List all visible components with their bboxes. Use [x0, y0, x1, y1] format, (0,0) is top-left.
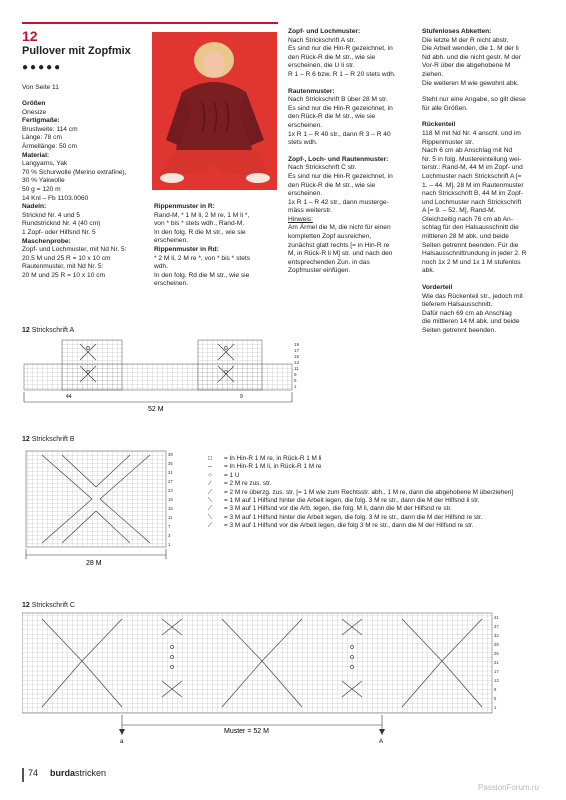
section-heading: Größen: [22, 100, 46, 107]
text-line: Gleichzeitig nach 76 cm ab An-: [422, 215, 513, 223]
from-page: Von Seite 11: [22, 84, 59, 91]
text-line: 20,5 M und 25 R = 10 x 10 cm: [22, 254, 111, 262]
text-line: R 1 – R 6 bzw. R 1 – R 20 stets wdh.: [288, 70, 396, 78]
text-line: wdh.: [154, 263, 168, 271]
svg-text:19: 19: [168, 497, 173, 502]
symbol-legend: [196, 455, 552, 531]
svg-text:5: 5: [294, 378, 297, 383]
text-line: Lochmuster nach Strickschrift A [=: [422, 172, 522, 180]
text-line: entsprechenden Zun. in das: [288, 258, 370, 266]
text-line: den Rück-R die M str., wie sie: [288, 181, 376, 189]
svg-text:29: 29: [494, 642, 499, 647]
section-heading: Material:: [22, 151, 50, 159]
text-line: die mittleren 14 M abk. und beide: [422, 318, 520, 326]
svg-text:27: 27: [168, 479, 173, 484]
text-line: A [= 9. – 52. M], Rand-M.: [422, 207, 496, 215]
legend-item: [196, 455, 552, 463]
chart-c-grid: [22, 613, 492, 713]
text-line: noch 1x 2 M und 1x 1 M stufenlos: [422, 258, 521, 266]
text-line: Rundstricknd Nr. 4 (40 cm): [22, 220, 101, 228]
model-photo: [152, 32, 277, 190]
legend-symbol-icon: ○: [208, 471, 212, 479]
text-line: für alle Größen.: [422, 104, 468, 112]
pattern-instructions-column: [288, 28, 416, 276]
text-line: Vor-R über die abgehobene M: [422, 62, 511, 70]
legend-text: = In Hin-R 1 M re, in Rück-R 1 M li: [224, 455, 322, 462]
text-line: Nach 6 cm ab Anschlag mit Nd: [422, 147, 513, 155]
brand-name: burdastricken: [50, 768, 107, 778]
text-line: mäss weiterstr.: [288, 207, 332, 215]
text-line: Zopf- und Lochmuster, mit Nd Nr. 5:: [22, 246, 127, 254]
svg-text:15: 15: [168, 506, 173, 511]
text-line: Rippenmuster str.: [422, 138, 474, 146]
text-line: Steht nur eine Angabe, so gilt diese: [422, 96, 526, 104]
svg-text:5: 5: [494, 696, 497, 701]
svg-text:9: 9: [494, 687, 497, 692]
chart-c-row-numbers: [494, 615, 499, 710]
pattern-title: Pullover mit Zopfmix: [22, 45, 131, 57]
text-line: Es sind nur die Hin-R gezeichnet, in: [288, 172, 393, 180]
svg-text:17: 17: [294, 348, 300, 353]
section-heading: Rückenteil: [422, 121, 456, 129]
svg-text:9: 9: [294, 372, 297, 377]
text-line: 70 % Schurwolle (Merino extrafine),: [22, 168, 127, 176]
chart-a: [22, 336, 302, 414]
legend-symbol-icon: ⁄: [209, 480, 211, 488]
footer-divider: [22, 768, 24, 782]
section-heading: Maschenprobe:: [22, 237, 71, 245]
chart-b-row-numbers: [168, 452, 173, 547]
text-line: Nach Strickschrift C str.: [288, 164, 357, 172]
text-line: erscheinen.: [288, 121, 323, 129]
legend-symbol-icon: ⟍: [207, 513, 213, 521]
chart-b: [22, 447, 182, 569]
svg-text:17: 17: [494, 669, 499, 674]
text-line: Nach Strickschrift B über 28 M str.: [288, 96, 388, 104]
svg-text:13: 13: [294, 360, 300, 365]
text-line: Nd abh. und die nicht gestr. M der: [422, 53, 521, 61]
legend-item: [196, 489, 552, 497]
legend-symbol-icon: ⟋: [207, 522, 213, 530]
section-heading: Fertigmaße:: [22, 117, 60, 125]
text-line: schlag für den Halsausschnitt die: [422, 224, 519, 232]
chart-c-label: 12 Strickschrift C: [22, 602, 75, 609]
legend-text: = 2 M re überzg. zus. str. [= 1 M wie zum Rechtsstr. abh., 1 M re, dann die abgehobene M überziehen]: [224, 488, 514, 496]
text-line: 1x R 1 – R 40 str., dann R 3 – R 40: [288, 130, 391, 138]
pattern-number: 12: [22, 28, 38, 44]
text-line: Brustweite: 114 cm: [22, 125, 78, 133]
chart-b-width: 28 M: [86, 560, 102, 567]
spacer: [288, 80, 416, 88]
svg-text:23: 23: [168, 488, 173, 493]
svg-text:21: 21: [494, 660, 499, 665]
text-line: 50 g = 120 m: [22, 185, 61, 193]
chart-c: [22, 611, 506, 746]
svg-text:31: 31: [168, 470, 173, 475]
watermark: PassionForum.ru: [478, 783, 539, 792]
chart-a-grid-right-top: [198, 340, 262, 390]
section-heading: Stufenloses Abketten:: [422, 28, 492, 35]
section-heading: Zopf- und Lochmuster:: [288, 28, 361, 35]
svg-text:39: 39: [168, 452, 173, 457]
legend-text: = 1 M auf 1 Hilfsnd hinter die Arbeit legen, die folg. 3 M re str., dann die M der Hilfsnd li str.: [224, 497, 480, 505]
text-line: Länge: 78 cm: [22, 134, 62, 142]
chart-c-mark-A: A: [379, 739, 384, 745]
text-line: 118 M mit Nd Nr. 4 anschl. und im: [422, 129, 521, 137]
section-heading: Rippenmuster in Rd:: [154, 245, 219, 253]
text-line: abk.: [422, 267, 435, 275]
text-line: Onesize: [22, 108, 47, 116]
text-line: Langyarns, Yak: [22, 160, 68, 168]
svg-text:11: 11: [294, 366, 299, 371]
chart-a-left-count: 44: [66, 394, 72, 400]
text-line: stets wdh.: [288, 139, 318, 147]
legend-symbol-icon: ⟍: [207, 497, 213, 505]
rib-pattern-column: [154, 203, 280, 289]
text-line: erscheinen.: [154, 280, 189, 288]
text-line: erscheinen.: [288, 190, 323, 198]
svg-text:15: 15: [294, 354, 300, 359]
assembly-column: [422, 28, 554, 336]
legend-text: = 3 M auf 1 Hilfsnd vor die Arbeit legen, die folg 3 M re str., dann die M der Hilfsnd re str.: [224, 522, 474, 530]
text-line: Die letzte M der R nicht abstr.: [422, 36, 509, 44]
text-line: erscheinen, die U li str.: [288, 62, 355, 70]
text-line: * 2 M li, 2 M re *, von * bis * stets: [154, 254, 251, 262]
text-line: den Rück-R die M str., wie sie: [288, 113, 376, 121]
text-line: 1x R 1 – R 42 str., dann musterge-: [288, 198, 389, 206]
chart-a-right-count: 9: [240, 394, 243, 400]
legend-item: [196, 480, 552, 488]
materials-column: [22, 100, 150, 280]
text-line: zunächst glatt rechts [= in Hin-R re: [288, 241, 390, 249]
header-accent-bar: [22, 22, 278, 24]
text-line: 30 % Yakwolle: [22, 177, 65, 185]
section-heading: Nadeln:: [22, 203, 47, 211]
legend-symbol-icon: ⟋: [207, 488, 213, 496]
text-line: Ärmellänge: 50 cm: [22, 142, 77, 150]
spacer: [422, 88, 554, 96]
legend-item: [196, 514, 552, 522]
chart-c-mark-a: a: [120, 739, 124, 745]
legend-item: [196, 463, 552, 471]
section-heading: Vorderteil: [422, 284, 453, 292]
legend-item: [196, 505, 552, 513]
text-line: Die weiteren M wie gewohnt abk.: [422, 79, 519, 87]
text-line: Seiten getrennt beenden. Für die: [422, 241, 519, 249]
text-line: Die Arbeit wenden, die 1. M der li: [422, 45, 519, 53]
svg-text:19: 19: [294, 342, 300, 347]
text-line: von * bis * stets wdh., Rand-M.: [154, 220, 245, 228]
legend-symbol-icon: □: [208, 455, 212, 462]
svg-text:25: 25: [494, 651, 499, 656]
chart-a-row-numbers: [294, 342, 300, 389]
svg-text:1: 1: [494, 705, 497, 710]
text-line: Am Ärmel die M, die nicht für einen: [288, 224, 391, 232]
section-heading: Rippenmuster in R:: [154, 203, 215, 210]
svg-text:11: 11: [168, 515, 173, 520]
legend-text: = 2 M re zus. str.: [224, 480, 272, 488]
text-line: Es sind nur die Hin-R gezeichnet, in: [288, 45, 393, 53]
svg-text:37: 37: [494, 624, 499, 629]
text-line: 1. – 44. M], 28 M im Rautenmuster: [422, 181, 524, 189]
text-line: 14 Knl – Fb 1103.0060: [22, 194, 89, 202]
section-heading: Zopf-, Loch- und Rautenmuster:: [288, 155, 389, 163]
text-line: erscheinen.: [154, 237, 189, 245]
text-line: Dafür nach 69 cm ab Anschlag: [422, 309, 512, 317]
chart-b-label: 12 Strickschrift B: [22, 436, 75, 443]
chart-a-label: 12 Strickschrift A: [22, 327, 75, 334]
spacer: [422, 276, 554, 284]
text-line: Hinweis:: [288, 215, 313, 223]
text-line: Nach Strickschrift A str.: [288, 36, 356, 44]
svg-text:13: 13: [494, 678, 499, 683]
text-line: Stricknd Nr. 4 und 5: [22, 211, 80, 219]
section-heading: Rautenmuster:: [288, 87, 335, 95]
text-line: 1 Zopf- oder Hilfsnd Nr. 5: [22, 228, 96, 236]
text-line: M, in Rück-R li M] str. und nach den: [288, 250, 393, 258]
legend-symbol-icon: –: [208, 463, 212, 471]
text-line: den Rück-R die M str., wie sie: [288, 53, 376, 61]
svg-text:33: 33: [494, 633, 499, 638]
text-line: In den folg. Rd die M str., wie sie: [154, 271, 250, 279]
legend-text: = 3 M auf 1 Hilfsnd vor die Arb. legen, die folg. M li, dann die M der Hilfsnd re str.: [224, 505, 452, 513]
text-line: 20 M und 25 R = 10 x 10 cm: [22, 271, 106, 279]
text-line: terstr.: Rand-M, 44 M im Zopf- und: [422, 164, 523, 172]
legend-text: = In Hin-R 1 M li, in Rück-R 1 M re: [224, 463, 322, 471]
text-line: In den folg. R die M str., wie sie: [154, 228, 246, 236]
legend-symbol-icon: ⟋: [207, 505, 213, 513]
text-line: Seiten getrennt beenden.: [422, 327, 497, 334]
text-line: Halsausschnittrundung in jeder 2. R: [422, 250, 527, 258]
text-line: Nr. 5 in folg. Mustereinteilung wei-: [422, 155, 522, 163]
svg-text:1: 1: [294, 384, 297, 389]
text-line: und Lochmuster nach Strickschrift: [422, 198, 522, 206]
text-line: Es sind nur die Hin-R gezeichnet, in: [288, 104, 393, 112]
text-line: Rautenmuster, mit Nd Nr. 5:: [22, 263, 104, 271]
chart-c-width: Muster = 52 M: [224, 728, 269, 735]
legend-text: = 1 U: [224, 471, 240, 479]
svg-text:1: 1: [168, 542, 171, 547]
legend-text: = 3 M auf 1 Hilfsnd hinter die Arbeit legen, die folg. 3 M re str., dann die M der Hilfsnd re str.: [224, 513, 483, 521]
text-line: nach Strickschrift B, 44 M im Zopf-: [422, 190, 523, 198]
model-illustration: [152, 32, 277, 190]
text-line: Zopfmuster einfügen.: [288, 267, 351, 275]
spacer: [422, 113, 554, 121]
svg-text:3: 3: [168, 533, 171, 538]
legend-item: [196, 522, 552, 530]
page-number: 74: [28, 768, 39, 778]
text-line: kompletten Zopf ausreichen,: [288, 233, 372, 241]
legend-item: [196, 472, 552, 480]
chart-a-width: 52 M: [148, 406, 164, 413]
text-line: Wie das Rückenteil str., jedoch mit: [422, 292, 523, 300]
chart-b-grid: [26, 451, 166, 547]
legend-item: [196, 497, 552, 505]
svg-text:41: 41: [494, 615, 499, 620]
difficulty-dots: ●●●●●: [22, 62, 63, 73]
text-line: ziehen.: [422, 70, 444, 78]
text-line: tieferem Halsausschnitt.: [422, 301, 493, 309]
spacer: [288, 148, 416, 156]
svg-text:7: 7: [168, 524, 171, 529]
text-line: mittleren 28 M abk. und beide: [422, 233, 509, 241]
svg-text:35: 35: [168, 461, 173, 466]
text-line: Rand-M, * 1 M li, 2 M re, 1 M li *,: [154, 211, 250, 219]
